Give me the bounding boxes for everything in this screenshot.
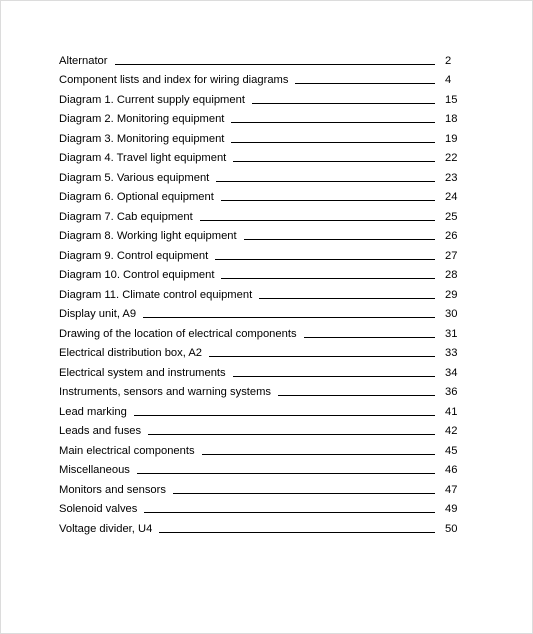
toc-entry-title[interactable]: Leads and fuses [59,425,142,437]
toc-entry[interactable] [59,458,465,478]
toc-entry-page-number[interactable]: 4 [445,74,452,86]
toc-entry-page-number[interactable]: 25 [445,210,458,223]
toc-entry[interactable] [59,321,465,341]
toc-entry-title[interactable]: Alternator [59,54,108,67]
toc-entry[interactable] [59,224,465,244]
toc-entry-page-number[interactable]: 27 [445,249,458,262]
toc-entry[interactable] [59,341,465,361]
toc-entry[interactable] [59,263,465,283]
toc-leader-line [144,511,435,513]
toc-entry[interactable] [59,107,465,127]
toc-entry-page-number[interactable]: 36 [445,386,458,398]
toc-leader-line [216,180,435,182]
toc-entry-page-number[interactable]: 26 [445,230,458,242]
toc-entry[interactable] [59,302,465,322]
toc-leader-line [137,472,435,474]
toc-leader-line [221,277,435,279]
toc-leader-line [252,102,435,104]
toc-leader-line [143,316,435,318]
toc-entry-title[interactable]: Diagram 4. Travel light equipment [59,152,227,164]
toc-entry-title[interactable]: Diagram 5. Various equipment [59,171,210,184]
toc-entry-title[interactable]: Monitors and sensors [59,483,166,496]
toc-entry-title[interactable]: Diagram 3. Monitoring equipment [59,132,225,145]
toc-leader-line [200,219,435,221]
toc-entry[interactable] [59,68,465,88]
toc-entry[interactable] [59,419,465,439]
toc-entry[interactable] [59,48,465,68]
toc-entry[interactable] [59,282,465,302]
toc-entry-title[interactable]: Electrical system and instruments [59,366,226,379]
toc-entry-title[interactable]: Miscellaneous [59,464,130,476]
toc-entry[interactable] [59,243,465,263]
toc-leader-line [148,433,435,435]
toc-entry-title[interactable]: Drawing of the location of electrical components [59,327,297,340]
toc-entry-page-number[interactable]: 42 [445,425,458,437]
toc-leader-line [231,141,435,143]
toc-entry-page-number[interactable]: 29 [445,288,458,301]
toc-entry-title[interactable]: Diagram 2. Monitoring equipment [59,113,225,125]
toc-leader-line [244,238,435,240]
toc-entry-page-number[interactable]: 33 [445,347,458,359]
toc-leader-line [202,453,435,455]
toc-entry-page-number[interactable]: 18 [445,113,458,125]
toc-entry-title[interactable]: Component lists and index for wiring diagrams [59,74,289,86]
toc-entry-title[interactable]: Lead marking [59,405,127,418]
toc-entry-title[interactable]: Diagram 10. Control equipment [59,269,215,281]
toc-leader-line [215,258,435,260]
toc-entry[interactable] [59,477,465,497]
toc-leader-line [233,375,435,377]
toc-entry-title[interactable]: Diagram 6. Optional equipment [59,191,214,203]
toc-leader-line [221,199,435,201]
toc-entry-page-number[interactable]: 46 [445,464,458,476]
toc-entry-page-number[interactable]: 22 [445,152,458,164]
toc-entry-title[interactable]: Diagram 11. Climate control equipment [59,288,253,301]
toc-entry-title[interactable]: Diagram 1. Current supply equipment [59,93,245,106]
toc-entry-title[interactable]: Voltage divider, U4 [59,522,153,535]
toc-entry[interactable] [59,126,465,146]
toc-leader-line [134,414,435,416]
toc-entry-page-number[interactable]: 50 [445,522,458,535]
toc-leader-line [278,394,435,396]
toc-entry-title[interactable]: Instruments, sensors and warning systems [59,386,272,398]
toc-entry[interactable] [59,87,465,107]
toc-entry-title[interactable]: Solenoid valves [59,503,138,515]
toc-leader-line [259,297,435,299]
toc-leader-line [233,160,435,162]
toc-leader-line [159,531,435,533]
toc-entry-page-number[interactable]: 47 [445,483,458,496]
toc-entry-title[interactable]: Diagram 8. Working light equipment [59,230,237,242]
toc-entry-page-number[interactable]: 45 [445,444,458,457]
toc-entry-page-number[interactable]: 28 [445,269,458,281]
toc-entry[interactable] [59,516,465,536]
toc-entry[interactable] [59,185,465,205]
toc-entry-page-number[interactable]: 15 [445,93,458,106]
toc-leader-line [304,336,435,338]
toc-entry-page-number[interactable]: 49 [445,503,458,515]
toc-entry-page-number[interactable]: 41 [445,405,458,418]
toc-entry[interactable] [59,204,465,224]
toc-entry-title[interactable]: Diagram 9. Control equipment [59,249,209,262]
toc-entry-title[interactable]: Diagram 7. Cab equipment [59,210,193,223]
toc-entry-page-number[interactable]: 2 [445,54,452,67]
toc-entry-page-number[interactable]: 31 [445,327,458,340]
toc-leader-line [295,82,435,84]
toc-entry[interactable] [59,165,465,185]
toc-entry[interactable] [59,399,465,419]
toc-entry[interactable] [59,380,465,400]
toc-entry[interactable] [59,497,465,517]
toc-entry-page-number[interactable]: 19 [445,132,458,145]
toc-leader-line [209,355,435,357]
toc-leader-line [231,121,435,123]
toc-entry-title[interactable]: Main electrical components [59,444,195,457]
toc-entry-page-number[interactable]: 30 [445,308,458,320]
toc-entry-page-number[interactable]: 34 [445,366,458,379]
toc-entry[interactable] [59,438,465,458]
toc-entry-page-number[interactable]: 24 [445,191,458,203]
toc-entry[interactable] [59,146,465,166]
table-of-contents [59,48,465,536]
toc-entry-title[interactable]: Display unit, A9 [59,308,137,320]
toc-leader-line [173,492,435,494]
toc-leader-line [115,63,435,65]
toc-entry-title[interactable]: Electrical distribution box, A2 [59,347,203,359]
toc-entry[interactable] [59,360,465,380]
toc-entry-page-number[interactable]: 23 [445,171,458,184]
